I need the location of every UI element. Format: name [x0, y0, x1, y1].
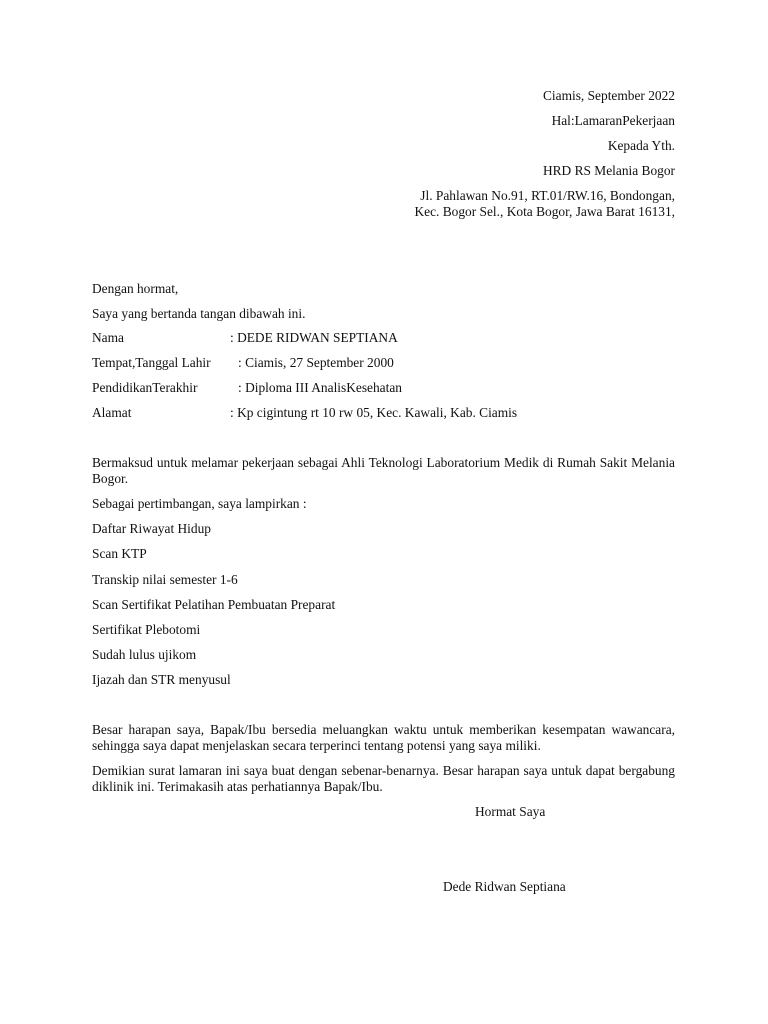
closing-paragraph: Demikian surat lamaran ini saya buat dengan sebenar-benarnya. Besar harapan saya untuk dapat bergabung diklinik ini. Terimakasih atas perhatiannya Bapak/Ibu. — [92, 763, 675, 794]
field-value-alamat: : Kp cigintung rt 10 rw 05, Kec. Kawali, Kab. Ciamis — [230, 405, 518, 420]
list-item: Scan KTP — [92, 546, 147, 561]
attachments-intro: Sebagai pertimbangan, saya lampirkan : — [92, 496, 307, 511]
recipient-name: HRD RS Melania Bogor — [542, 163, 675, 178]
subject-line: Hal:LamaranPekerjaan — [551, 113, 675, 128]
list-item: Sertifikat Plebotomi — [92, 622, 201, 637]
place-date: Ciamis, September 2022 — [542, 88, 675, 103]
signature-name: Dede Ridwan Septiana — [443, 879, 566, 894]
to-label: Kepada Yth. — [607, 138, 675, 153]
field-label-pendidikan: PendidikanTerakhir — [92, 380, 198, 395]
recipient-address-line2: Kec. Bogor Sel., Kota Bogor, Jawa Barat 16131, — [414, 204, 675, 219]
field-label-nama: Nama — [92, 330, 124, 345]
greeting: Dengan hormat, — [92, 281, 179, 296]
field-value-ttl: : Ciamis, 27 September 2000 — [238, 355, 394, 370]
field-value-nama: : DEDE RIDWAN SEPTIANA — [230, 330, 398, 345]
intro-line: Saya yang bertanda tangan dibawah ini. — [92, 306, 306, 321]
field-label-alamat: Alamat — [92, 405, 132, 420]
purpose-paragraph: Bermaksud untuk melamar pekerjaan sebagai Ahli Teknologi Laboratorium Medik di Rumah Sakit Melania Bogor. — [92, 455, 675, 486]
hope-paragraph: Besar harapan saya, Bapak/Ibu bersedia meluangkan waktu untuk memberikan kesempatan wawancara, sehingga saya dapat menjelaskan secara terperinci tentang potensi yang saya miliki. — [92, 722, 675, 753]
list-item: Transkip nilai semester 1-6 — [92, 572, 238, 587]
field-value-pendidikan: : Diploma III AnalisKesehatan — [238, 380, 402, 395]
list-item: Sudah lulus ujikom — [92, 647, 197, 662]
list-item: Daftar Riwayat Hidup — [92, 521, 211, 536]
list-item: Scan Sertifikat Pelatihan Pembuatan Preparat — [92, 597, 336, 612]
signature-salutation: Hormat Saya — [475, 804, 546, 819]
field-label-ttl: Tempat,Tanggal Lahir — [92, 355, 211, 370]
recipient-address-line1: Jl. Pahlawan No.91, RT.01/RW.16, Bondongan, — [420, 188, 675, 203]
list-item: Ijazah dan STR menyusul — [92, 672, 231, 687]
